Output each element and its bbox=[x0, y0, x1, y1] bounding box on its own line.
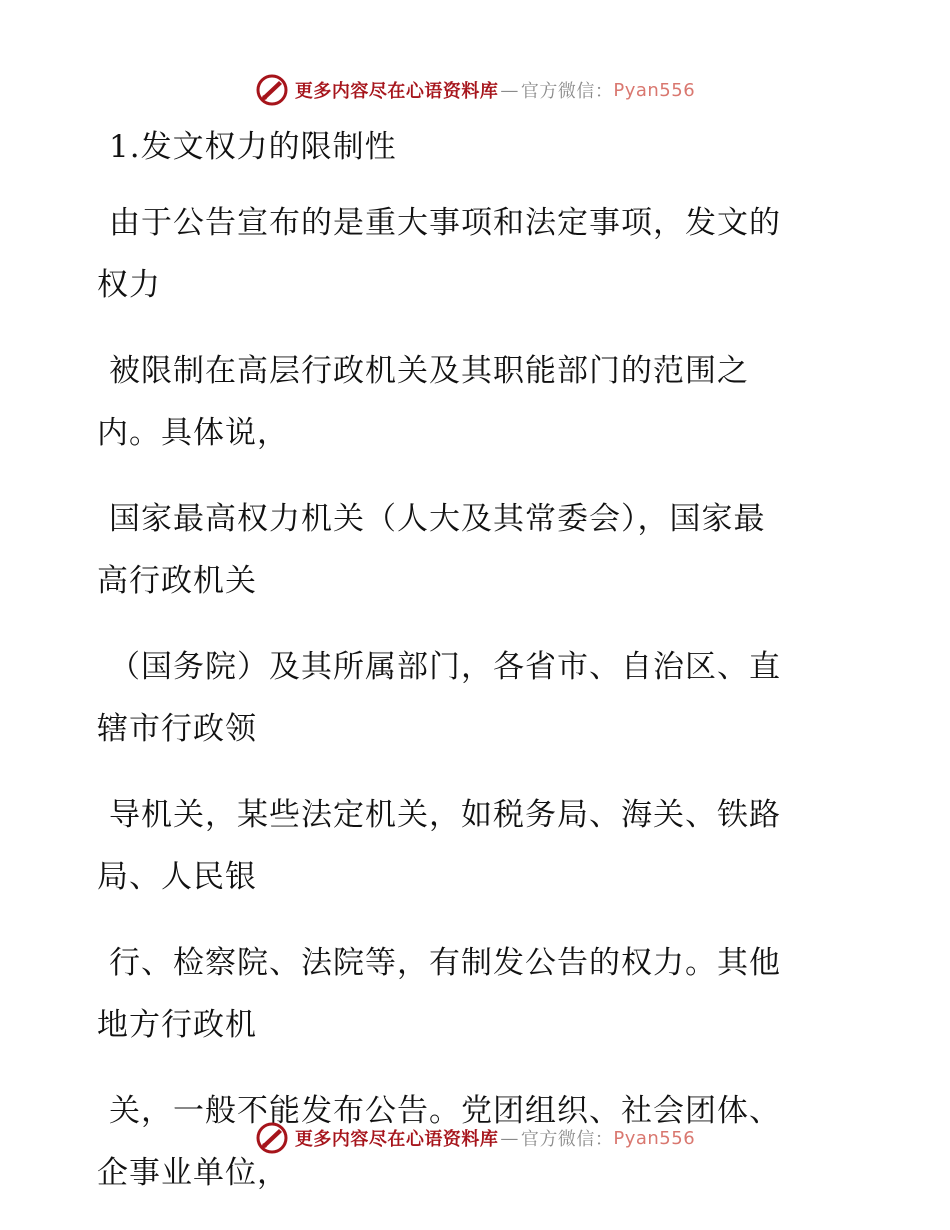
watermark-library-text: 更多内容尽在心语资料库 bbox=[294, 1129, 499, 1150]
paragraph-7-line-2: 企事业单位， bbox=[97, 1155, 289, 1191]
paragraph-3-line-1: 国家最高权力机关（人大及其常委会），国家最 bbox=[109, 501, 766, 537]
pen-logo-icon bbox=[255, 1121, 289, 1155]
watermark-banner-bottom bbox=[0, 1118, 950, 1158]
watermark-wechat-label: 官方微信： bbox=[520, 81, 614, 102]
paragraph-4-line-1: （国务院）及其所属部门，各省市、自治区、直 bbox=[109, 649, 781, 685]
paragraph-2-line-1: 被限制在高层行政机关及其职能部门的范围之 bbox=[109, 353, 749, 389]
watermark-banner-top bbox=[0, 70, 950, 110]
paragraph-4-line-2: 辖市行政领 bbox=[97, 711, 257, 747]
paragraph-4 bbox=[97, 634, 837, 762]
paragraph-6 bbox=[97, 930, 837, 1058]
watermark-dash: — bbox=[500, 79, 519, 101]
watermark-dash: — bbox=[500, 1127, 519, 1149]
paragraph-2-line-2: 内。具体说， bbox=[97, 415, 289, 451]
pen-logo-icon bbox=[255, 73, 289, 107]
paragraph-6-line-2: 地方行政机 bbox=[97, 1007, 257, 1043]
paragraph-3 bbox=[97, 486, 837, 614]
paragraph-1-line-1: 由于公告宣布的是重大事项和法定事项，发文的 bbox=[109, 205, 781, 241]
document-body bbox=[97, 124, 837, 1206]
paragraph-1-line-2: 权力 bbox=[97, 267, 161, 303]
paragraph-6-line-1: 行、检察院、法院等，有制发公告的权力。其他 bbox=[109, 945, 781, 981]
paragraph-5 bbox=[97, 782, 837, 910]
paragraph-7-line-1: 关，一般不能发布公告。党团组织、社会团体、 bbox=[109, 1093, 781, 1129]
watermark-wechat-id: Pyan556 bbox=[613, 79, 696, 101]
paragraph-3-line-2: 高行政机关 bbox=[97, 563, 257, 599]
paragraph-1 bbox=[97, 190, 837, 318]
section-heading: 1.发文权力的限制性 bbox=[109, 129, 397, 165]
watermark-wechat-label: 官方微信： bbox=[520, 1129, 614, 1150]
paragraph-5-line-1: 导机关，某些法定机关，如税务局、海关、铁路 bbox=[109, 797, 781, 833]
paragraph-5-line-2: 局、人民银 bbox=[97, 859, 257, 895]
paragraph-2 bbox=[97, 338, 837, 466]
watermark-library-text: 更多内容尽在心语资料库 bbox=[294, 81, 499, 102]
watermark-wechat-id: Pyan556 bbox=[613, 1127, 696, 1149]
